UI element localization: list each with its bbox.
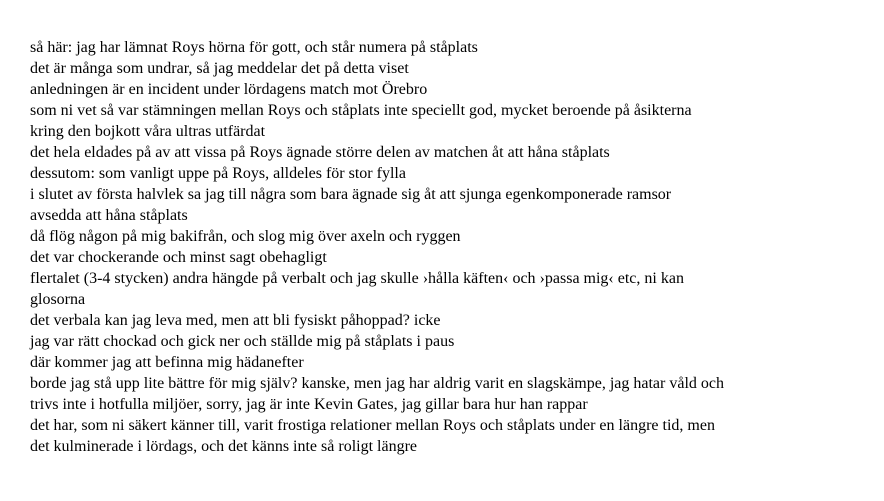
text-line: där kommer jag att befinna mig hädanefter — [30, 354, 304, 371]
text-line: det var chockerande och minst sagt obehagligt — [30, 249, 327, 266]
text-line: trivs inte i hotfulla miljöer, sorry, jag är inte Kevin Gates, jag gillar bara hur han rappar — [30, 396, 588, 413]
text-line: det verbala kan jag leva med, men att bli fysiskt påhoppad? icke — [30, 312, 441, 329]
text-line: så här: jag har lämnat Roys hörna för gott, och står numera på ståplats — [30, 39, 478, 56]
text-line: kring den bojkott våra ultras utfärdat — [30, 123, 266, 140]
text-line: då flög någon på mig bakifrån, och slog mig över axeln och ryggen — [30, 228, 461, 245]
text-line: det är många som undrar, så jag meddelar det på detta viset — [30, 60, 409, 77]
text-line: anledningen är en incident under lördagens match mot Örebro — [30, 81, 428, 98]
text-line: flertalet (3-4 stycken) andra hängde på verbalt och jag skulle ›hålla käften‹ och ›passa mig‹ etc, ni kan — [30, 270, 684, 287]
text-line: som ni vet så var stämningen mellan Roys och ståplats inte speciellt god, mycket beroende på åsikterna — [30, 102, 692, 119]
text-line: det har, som ni säkert känner till, varit frostiga relationer mellan Roys och ståplats under en längre tid, men — [30, 417, 715, 434]
text-line: dessutom: som vanligt uppe på Roys, alldeles för stor fylla — [30, 165, 406, 182]
text-line: borde jag stå upp lite bättre för mig själv? kanske, men jag har aldrig varit en slagskämpe, jag hatar våld och — [30, 375, 724, 392]
text-line: i slutet av första halvlek sa jag till några som bara ägnade sig åt att sjunga egenkomponerade ramsor — [30, 186, 672, 203]
text-line: jag var rätt chockad och gick ner och ställde mig på ståplats i paus — [30, 333, 455, 350]
document-body — [30, 37, 870, 457]
text-line: det kulminerade i lördags, och det känns inte så roligt längre — [30, 438, 417, 455]
text-line: avsedda att håna ståplats — [30, 207, 188, 224]
text-line: glosorna — [30, 291, 86, 308]
text-line: det hela eldades på av att vissa på Roys ägnade större delen av matchen åt att håna ståplats — [30, 144, 610, 161]
